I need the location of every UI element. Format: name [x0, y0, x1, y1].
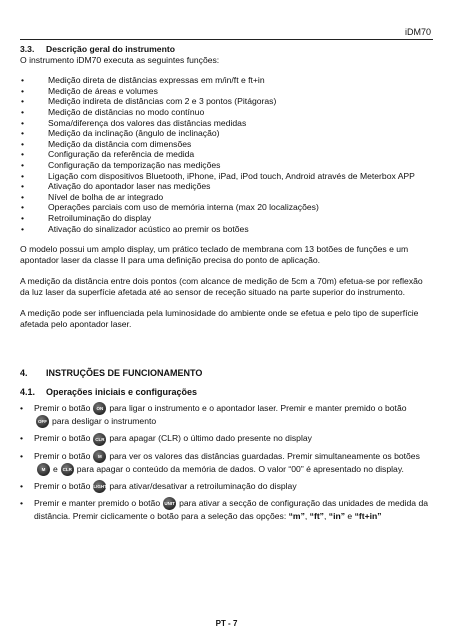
list-item: • Medição de distâncias no modo contínuo	[21, 106, 205, 117]
clear-button-icon: CLR	[93, 433, 106, 446]
list-item: • Medição de áreas e volumes	[21, 85, 158, 96]
unit-option-m: “m”	[288, 511, 305, 522]
bullet: •	[21, 181, 25, 192]
bullet: •	[20, 450, 24, 461]
bullet: •	[21, 138, 25, 149]
section-number: 4.1.	[20, 387, 36, 398]
bullet: •	[20, 402, 24, 413]
list-item: • Premir e manter premido o botão UNIT para ativar a secção de configuração das unidades de medida da distância. Premir ciclicamente o botão para a seleção das opções: “m”, “ft”, “in” e “ft+in”	[20, 498, 429, 522]
list-item: • Ativação do apontador laser nas medições	[21, 181, 211, 192]
section-title: INSTRUÇÕES DE FUNCIONAMENTO	[46, 367, 203, 378]
bullet: •	[21, 202, 25, 213]
bullet: •	[21, 117, 25, 128]
section-title: Descrição geral do instrumento	[46, 44, 175, 54]
bullet: •	[21, 75, 25, 86]
bullet: •	[21, 149, 25, 160]
backlight-button-icon: LIGHT	[93, 480, 106, 493]
bullet: •	[21, 85, 25, 96]
bullet: •	[21, 170, 25, 181]
section-4-heading	[20, 368, 433, 379]
bullet: •	[21, 223, 25, 234]
list-item: • Medição direta de distâncias expressas em m/in/ft e ft+in	[21, 75, 265, 86]
list-item: • Premir o botão CLR para apagar (CLR) o último dado presente no display	[20, 432, 433, 445]
list-item: • Premir o botão ON para ligar o instrumento e o apontador laser. Premir e manter premido o botão OFF para desligar o instrumento	[20, 402, 433, 428]
paragraph-measurement-range: A medição da distância entre dois pontos (com alcance de medição de 5cm a 70m) efetua-se por reflexão da luz laser da superfície afetada até ao sensor de receção situado na parte superior do instrumento.	[20, 276, 423, 297]
list-item: • Operações parciais com uso de memória interna (max 20 localizações)	[21, 202, 319, 213]
list-item: • Configuração da temporização nas medições	[21, 159, 221, 170]
list-item: • Retroiluminação do display	[21, 212, 152, 223]
power-on-button-icon: ON	[93, 402, 106, 415]
bullet: •	[21, 159, 25, 170]
unit-option-ftin: “ft+in”	[354, 511, 382, 522]
operations-list	[20, 402, 433, 524]
bullet: •	[20, 498, 24, 509]
section-title: Operações iniciais e configurações	[46, 387, 198, 398]
list-item: • Nível de bolha de ar integrado	[21, 191, 164, 202]
page-number: PT - 7	[215, 619, 238, 628]
section-number: 4.	[20, 367, 28, 378]
unit-button-icon: UNIT	[163, 497, 176, 510]
memory-button-icon: M	[37, 463, 50, 476]
list-item: • Medição da inclinação (ângulo de inclinação)	[21, 128, 220, 139]
bullet: •	[20, 481, 24, 492]
bullet: •	[21, 212, 25, 223]
bullet: •	[20, 433, 24, 444]
list-item: • Premir o botão M para ver os valores das distâncias guardadas. Premir simultaneamente os botõesM e CLR para apagar o conteúdo da memória de dados. O valor “00” é apresentado no display.	[20, 450, 433, 476]
unit-option-ft: “ft”	[309, 511, 324, 522]
unit-option-in: “in”	[328, 511, 345, 522]
section-4-1-heading	[20, 387, 433, 398]
bullet: •	[21, 128, 25, 139]
bullet: •	[21, 106, 25, 117]
section-number: 3.3.	[20, 44, 35, 54]
list-item: • Medição indireta de distâncias com 2 e 3 pontos (Pitágoras)	[21, 96, 277, 107]
list-item: • Configuração da referência de medida	[21, 149, 195, 160]
function-list	[20, 75, 433, 234]
paragraph-influence: A medição pode ser influenciada pela luminosidade do ambiente onde se efetua e pelo tipo de superfície afetada pelo apontador laser.	[20, 308, 419, 330]
header-divider	[20, 39, 433, 40]
list-item: • Medição da distância com dimensões	[21, 138, 192, 149]
section-3-3-heading	[20, 44, 433, 55]
list-item: • Soma/diferença dos valores das distâncias medidas	[21, 117, 247, 128]
bullet: •	[21, 191, 25, 202]
memory-button-icon: M	[93, 450, 106, 463]
bullet: •	[21, 96, 25, 107]
paragraph-display: O modelo possui um amplo display, um prático teclado de membrana com 13 botões de funções e um apontador laser da classe II para uma definição precisa do ponto de aplicação.	[20, 244, 409, 265]
page-content	[20, 44, 433, 527]
list-item: • Ligação com dispositivos Bluetooth, iPhone, iPad, iPod touch, Android através de Meterbox APP	[21, 170, 415, 181]
list-item: • Premir o botão LIGHT para ativar/desativar a retroiluminação do display	[20, 480, 433, 493]
power-off-button-icon: OFF	[36, 415, 49, 428]
clear-button-icon: CLR	[61, 463, 74, 476]
header-model-name: iDM70	[404, 27, 431, 37]
list-item: • Ativação do sinalizador acústico ao premir os botões	[21, 223, 249, 234]
section-intro: O instrumento iDM70 executa as seguintes funções:	[20, 54, 220, 65]
